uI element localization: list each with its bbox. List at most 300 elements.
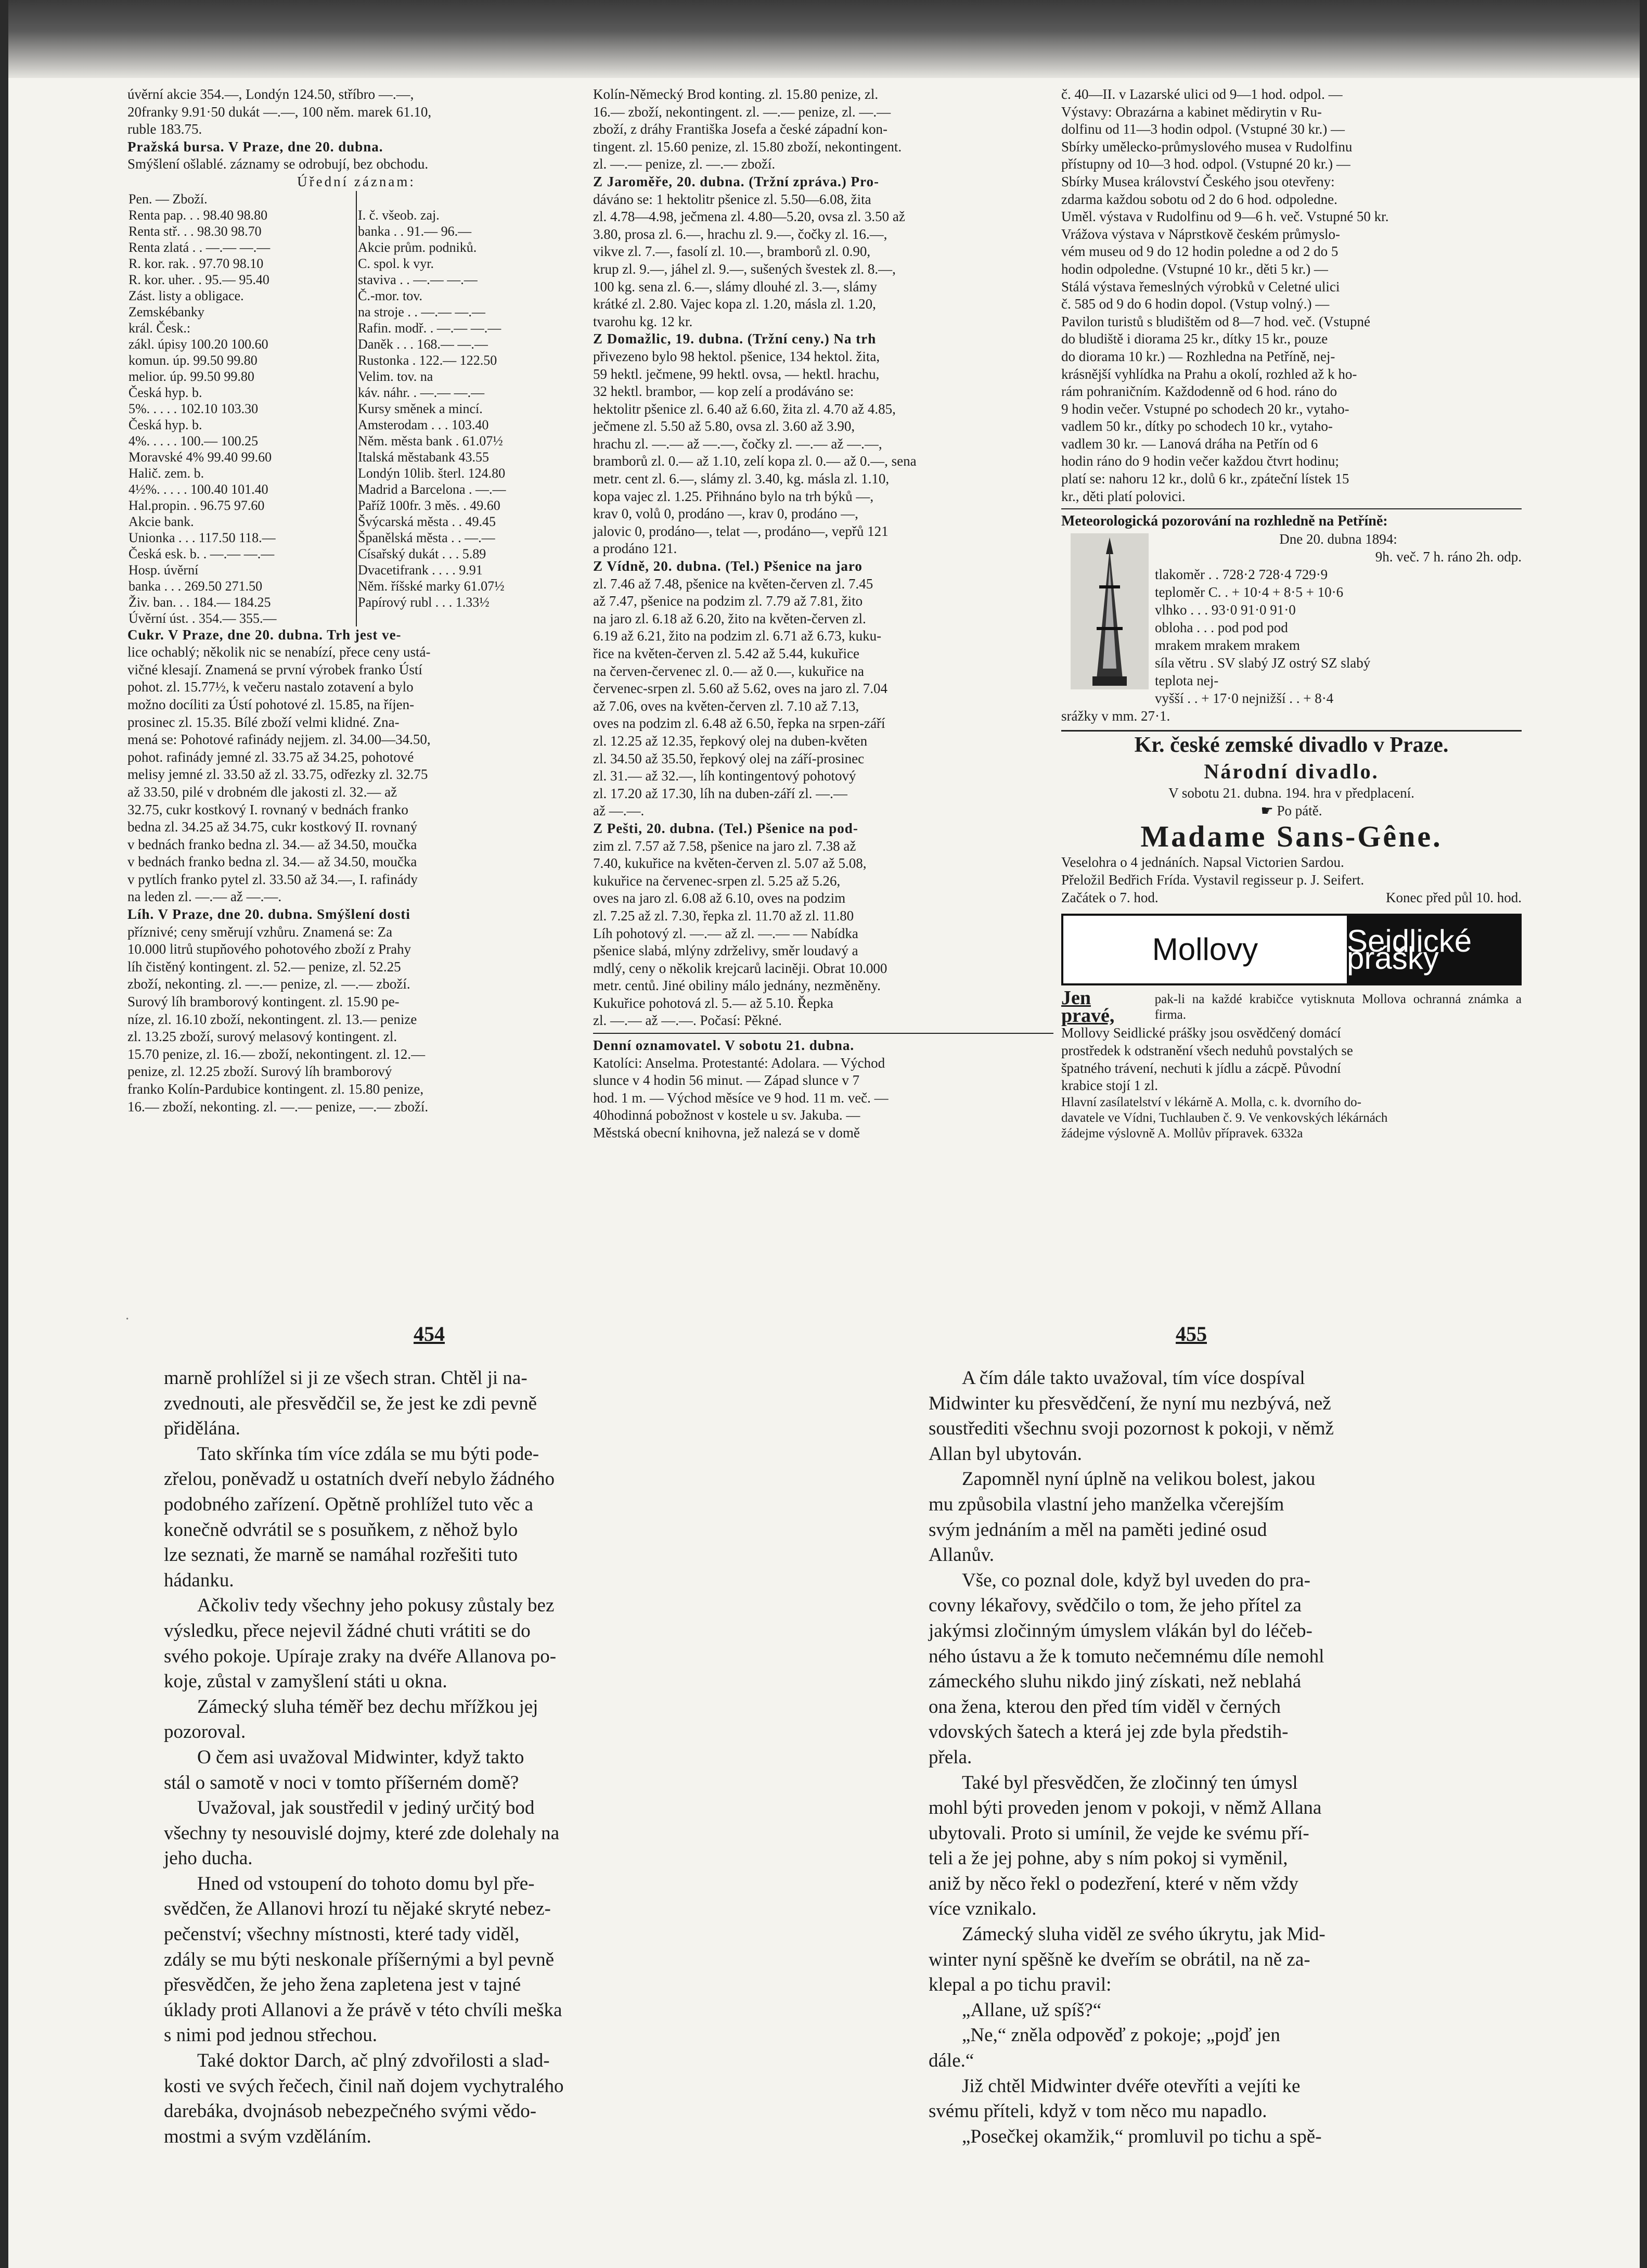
column-line: na leden zl. —.— až —.—. (127, 889, 282, 905)
column-line: Sbírky umělecko-průmyslového musea v Rudolfinu (1061, 138, 1353, 155)
book-line: teli a že jej pohne, aby s ním pokoj si vyměnil, (929, 1848, 1288, 1869)
column-line: 20franky 9.91·50 dukát —.—, 100 něm. marek 61.10, (127, 104, 432, 120)
column-line: č. 40—II. v Lazarské ulici od 9—1 hod. odpol. — (1061, 86, 1343, 102)
quote-cell: Dvacetifrank . . . . 9.91 (356, 562, 585, 578)
column-line: vadlem 30 kr. — Lanová dráha na Petřín od 6 (1061, 435, 1318, 452)
column-line: 7.40, kukuřice na květen-červen zl. 5.07 až 5.08, (593, 855, 867, 872)
theater-times (1061, 889, 1522, 907)
column-line: Vrážova výstava v Náprstkově českém průmyslo- (1061, 226, 1340, 242)
book-line: jeho ducha. (164, 1848, 253, 1869)
column-line: zl. 4.78—4.98, ječmena zl. 4.80—5.20, ovsa zl. 3.50 až (593, 209, 905, 225)
column-line: pohot. zl. 15.77½, k večeru nastalo zotavení a bylo (127, 679, 414, 695)
quote-table (127, 191, 585, 626)
column-line: v pytlích franko pytel zl. 33.50 až 34.—, I. rafinády (127, 871, 418, 887)
quote-cell: banka . . . 269.50 271.50 (128, 578, 263, 594)
theater-desc-1: Veselohra o 4 jednáních. Napsal Victorien Sardou. (1061, 854, 1344, 870)
ad-brand: Mollovy (1152, 932, 1258, 967)
ad-genuine: Jen pravé, (1061, 987, 1115, 1027)
quote-row (127, 562, 585, 578)
quote-cell: Česká esk. b. . —.— —.— (128, 546, 275, 561)
meteo-row: obloha . . . pod pod pod (1155, 620, 1288, 636)
column-line: do bludiště i diorama 25 kr., dítky 15 kr., pouze (1061, 331, 1328, 347)
quote-row (127, 191, 585, 207)
theater-end: Konec před půl 10. hod. (1386, 889, 1522, 905)
quote-cell: Zást. listy a obligace. (128, 288, 244, 303)
column-line: zl. 34.50 až 35.50, řepkový olej na září-prosinec (593, 750, 865, 766)
column-line: přivezeno bylo 98 hektol. pšenice, 134 hektol. žita, (593, 348, 880, 364)
quote-row (127, 417, 585, 433)
book-line: Ačkoliv tedy všechny jeho pokusy zůstaly bez (197, 1595, 555, 1617)
book-line: ubytovali. Proto si umínil, že vejde ke svému pří- (929, 1822, 1309, 1844)
column-line: oves na podzim zl. 6.48 až 6.50, řepka na srpen-září (593, 715, 885, 732)
column-line: č. 585 od 9 do 6 hodin dopol. (Vstup volný.) — (1061, 296, 1330, 312)
quote-cell: Něm. říšské marky 61.07½ (356, 578, 585, 594)
book-line: zdály se mu býti neskonale příšernými a byl pevně (164, 1949, 555, 1970)
quote-cell: C. spol. k vyr. (356, 255, 585, 272)
book-line: Také doktor Darch, ač plný zdvořilosti a slad- (197, 2050, 550, 2072)
quote-cell: Amsterodam . . . 103.40 (356, 417, 585, 433)
quote-row (127, 546, 585, 562)
scan-top-edge (0, 0, 1647, 78)
book-line: zvednouti, ale přesvědčil se, že jest ke zdi pevně (164, 1392, 537, 1414)
column-line: Z Pešti, 20. dubna. (Tel.) Pšenice na pod- (593, 820, 858, 836)
quote-cell: Londýn 10lib. šterl. 124.80 (356, 465, 585, 481)
theater-date: V sobotu 21. dubna. 194. hra v předplacení. (1168, 785, 1414, 801)
book-line: pečenství; všechny místnosti, které tady viděl, (164, 1924, 520, 1945)
column-line: metr. centů. Jiné obiliny málo jednány, nezměněny. (593, 978, 881, 994)
column-line: přístupny od 10—3 hod. odpol. (Vstupné 20 kr.) — (1061, 156, 1350, 172)
column-line: Líh pohotový zl. —.— až zl. —.— — Nabídka (593, 925, 858, 941)
column-line: Cukr. V Praze, dne 20. dubna. Trh jest ve- (127, 626, 402, 643)
column-line: až 33.50, pilé v drobném dle jakosti zl. 32.— až (127, 784, 397, 800)
quote-cell: staviva . . —.— —.— (356, 272, 585, 288)
column-line: pohot. rafinády jemné zl. 33.75 až 34.25, pohotové (127, 749, 414, 765)
book-line: marně prohlížel si ji ze všech stran. Chtěl ji na- (164, 1367, 527, 1389)
quote-cell: Švýcarská města . . 49.45 (356, 514, 585, 530)
scan-right-edge (1640, 0, 1647, 2268)
quote-cell: Kursy směnek a mincí. (356, 401, 585, 417)
column-line: bedna zl. 34.25 až 34.75, cukr kostkový II. rovnaný (127, 819, 418, 835)
column-line: kopa vajec zl. 1.25. Přihnáno bylo na trh býků —, (593, 488, 874, 504)
column-line: řice na květen-červen zl. 5.42 až 5.44, kukuřice (593, 646, 860, 661)
quote-cell: Zemskébanky (128, 304, 204, 319)
column-line: kukuřice na červenec-srpen zl. 5.25 až 5.26, (593, 873, 841, 889)
theater-friday: Po pátě. (1277, 802, 1322, 818)
quote-cell: melior. úp. 99.50 99.80 (128, 368, 254, 384)
column-line: 100 kg. sena zl. 6.—, slámy dlouhé zl. 3.—, slámy (593, 278, 877, 294)
book-line: zřelou, poněvadž u ostatních dveří nebylo žádného (164, 1468, 555, 1490)
pointing-hand-icon: ☛ (1260, 802, 1277, 818)
ad-genuine-small: pak-li na každé krabičce vytisknuta Mollova ochranná známka a firma. (1154, 992, 1522, 1022)
column-line: 10.000 litrů stupňového pohotového zboží z Prahy (127, 941, 411, 957)
column-line: vikve zl. 7.—, fasolí zl. 10.—, bramborů zl. 0.90, (593, 244, 871, 260)
quote-cell: Akcie bank. (128, 514, 194, 529)
column-line: tingent. zl. 15.60 penize, zl. 15.80 zboží, nekontingent. (593, 138, 902, 155)
ad-small-line: davatele ve Vídni, Tuchlauben č. 9. Ve venkovských lékárnách (1061, 1110, 1388, 1125)
column-line: Katolíci: Anselma. Protestanté: Adolara. — Východ (593, 1055, 885, 1071)
quote-row (127, 368, 585, 385)
column-line: ruble 183.75. (127, 121, 202, 137)
column-line: Líh. V Praze, dne 20. dubna. Smýšlení dosti (127, 906, 410, 922)
quote-cell: Španělská města . . —.— (356, 530, 585, 546)
book-line: svým jednáním a měl na paměti jediné osud (929, 1519, 1267, 1541)
book-line: Také byl přesvědčen, že zločinný ten úmysl (962, 1772, 1298, 1793)
book-line: „Ne,“ zněla odpověď z pokoje; „pojď jen (962, 2024, 1280, 2046)
quote-cell: Hosp. úvěrní (128, 562, 199, 578)
column-line: Uměl. výstava v Rudolfinu od 9—6 h. več. Vstupné 50 kr. (1061, 209, 1389, 225)
theater-subtitle: Národní divadlo. (1204, 760, 1379, 784)
book-line: konečně odvrátil se s posuňkem, z něhož bylo (164, 1519, 518, 1541)
divider (593, 1033, 1053, 1034)
column-line: mdlý, ceny o několik krejcarů laciněji. Obrat 10.000 (593, 960, 887, 976)
column-line: Úřední záznam: (297, 173, 416, 189)
meteo-row: vyšší . . + 17·0 nejnižší . . + 8·4 (1155, 690, 1334, 707)
divider (1061, 508, 1522, 509)
announcements-text (1061, 86, 1522, 505)
quote-cell: 5%. . . . . 102.10 103.30 (128, 401, 259, 416)
book-line: „Allane, už spíš?“ (962, 1999, 1102, 2021)
column-line: 32 hektl. brambor, — kop zelí a prodáváno se: (593, 383, 854, 400)
ad-small-print (1061, 1095, 1522, 1142)
book-line: přela. (929, 1746, 972, 1768)
page-number-left: 454 (414, 1322, 445, 1346)
scan-speck: · (125, 1311, 130, 1327)
column-line: až —.—. (593, 803, 645, 819)
meteo-row: vlhko . . . 93·0 91·0 91·0 (1155, 602, 1296, 618)
meteo-row: mrakem mrakem mrakem (1155, 637, 1300, 654)
column-line: mená se: Pohotové rafinády nejjem. zl. 34.00—34.50, (127, 732, 431, 748)
book-line: ona žena, kterou den před tím viděl v černých (929, 1696, 1281, 1718)
column-line: na červen-červenec zl. 0.— až 0.—, kukuřice na (593, 663, 864, 679)
quote-cell: Velim. tov. na (356, 368, 585, 385)
book-line: aniž by něco řekl o podezření, které v něm vždy (929, 1873, 1298, 1894)
book-line: ného ústavu a že k tomuto nečemnému díle nemohl (929, 1645, 1324, 1667)
quote-row (127, 385, 585, 401)
quote-cell: Italská městabank 43.55 (356, 449, 585, 465)
scan-left-edge (0, 0, 8, 2268)
column-line: jalovic 0, prodáno—, telat —, prodáno—, vepřů 121 (593, 523, 889, 539)
column-line: krup zl. 9.—, jáhel zl. 9.—, sušených švestek zl. 8.—, (593, 261, 896, 277)
book-line: stál o samotě v noci v tomto příšerném domě? (164, 1772, 519, 1793)
column-line: platí se: nahoru 12 kr., dolů 6 kr., zpáteční lístek 15 (1061, 471, 1349, 487)
quote-cell: Madrid a Barcelona . —.— (356, 481, 585, 497)
book-line: A čím dále takto uvažoval, tím více dospíval (962, 1367, 1305, 1389)
column-line: zl. 12.25 až 12.35, řepkový olej na duben-květen (593, 733, 868, 749)
book-line: Zámecký sluha téměř bez dechu mřížkou jej (197, 1696, 538, 1718)
column-line: v bednách franko bedna zl. 34.— až 34.50, moučka (127, 836, 417, 852)
column-line: hodin odpoledne. (Vstupné 10 kr., děti 5 kr.) — (1061, 261, 1328, 277)
column-line: zl. 7.25 až zl. 7.30, řepka zl. 11.70 až zl. 11.80 (593, 907, 854, 924)
quote-row (127, 239, 585, 255)
column-line: příznivé; ceny směrují vzhůru. Znamená se: Za (127, 924, 393, 940)
column-line: prosinec zl. 15.35. Bílé zboží velmi klidné. Zna- (127, 714, 400, 730)
column-line: ječmene zl. 5.50 až 5.80, ovsa zl. 3.60 až 3.90, (593, 418, 855, 434)
column-line: dáváno se: 1 hektolitr pšenice zl. 5.50—6.08, žita (593, 191, 871, 207)
quote-cell: Unionka . . . 117.50 118.— (128, 530, 276, 545)
column-line: pšenice slabá, mlýny zdrželivy, směr loudavý a (593, 943, 858, 959)
column-line: Denní oznamovatel. V sobotu 21. dubna. (593, 1037, 855, 1054)
column-line: zdarma každou sobotu od 2 do 6 hod. odpoledne. (1061, 191, 1337, 207)
book-line: Midwinter ku přesvědčení, že nyní mu nezbývá, než (929, 1392, 1331, 1414)
quote-cell (356, 610, 585, 626)
column-line: zboží, z dráhy Františka Josefa a české západní kon- (593, 121, 888, 137)
quote-cell: Česká hyp. b. (128, 385, 202, 400)
quote-row (127, 497, 585, 514)
book-line: Allanův. (929, 1544, 995, 1566)
column-line: metr. cent zl. 6.—, slámy zl. 3.40, kg. másla zl. 1.10, (593, 471, 890, 487)
book-line: přesvědčen, že jeho žena zapletena jest v tajné (164, 1974, 521, 1996)
ad-line: Mollovy Seidlické prášky jsou osvědčený domácí (1061, 1025, 1341, 1041)
book-line: mostmi a svým vzděláním. (164, 2125, 371, 2147)
book-line: koje, zůstal v zamyšlení státi u okna. (164, 1671, 447, 1693)
column-line: 16.— zboží, nekonting. zl. —.— penize, —.— zboží. (127, 1098, 429, 1114)
column-line: 3.80, prosa zl. 6.—, hrachu zl. 9.—, čočky zl. 16.—, (593, 226, 887, 242)
book-line: covny lékařovy, svědčilo o tom, že jeho přítel za (929, 1595, 1302, 1617)
column-line: bramborů zl. 0.— až 1.10, zelí kopa zl. 0.— až 0.—, sena (593, 453, 917, 469)
quote-cell (356, 191, 585, 207)
column-line: 40hodinná pobožnost v kostele u sv. Jakuba. — (593, 1107, 860, 1123)
book-line: zámeckého sluhu nikdo jiný získati, než neblahá (929, 1671, 1302, 1693)
book-line: všechny ty nesouvislé dojmy, které zde dolehaly na (164, 1822, 559, 1844)
quote-row (127, 223, 585, 239)
quote-cell: král. Česk.: (128, 320, 191, 336)
book-line: Hned od vstoupení do tohoto domu byl pře- (197, 1873, 535, 1894)
quote-cell: komun. úp. 99.50 99.80 (128, 352, 258, 368)
quote-cell: Renta pap. . . 98.40 98.80 (128, 207, 268, 223)
column-line: možno docíliti za Ústí pohotové zl. 15.85, na říjen- (127, 696, 415, 712)
quote-cell: Hal.propin. . 96.75 97.60 (128, 497, 265, 513)
quote-cell: I. č. všeob. zaj. (356, 207, 585, 223)
quote-cell: 4%. . . . . 100.— 100.25 (128, 433, 259, 449)
quote-cell: zákl. úpisy 100.20 100.60 (128, 336, 268, 352)
book-line: „Posečkej okamžik,“ promluvil po tichu a spě- (962, 2125, 1322, 2147)
column-line: zl. 17.20 až 17.30, líh na duben-září zl. —.— (593, 785, 847, 801)
book-line: svědčen, že Allanovi hrozí tu nějaké skryté nebez- (164, 1898, 551, 1920)
column-line: Pražská bursa. V Praze, dne 20. dubna. (127, 138, 383, 155)
quote-cell: Renta zlatá . . —.— —.— (128, 239, 271, 255)
column-line: úvěrní akcie 354.—, Londýn 124.50, stříbro —.—, (127, 86, 414, 102)
book-line: mu způsobila vlastní jeho manželka včerejším (929, 1493, 1284, 1515)
column-line: krav 0, volů 0, prodáno —, krav 0, prodáno —, (593, 506, 858, 522)
quote-cell: Č.-mor. tov. (356, 288, 585, 304)
book-line: Uvažoval, jak soustředil v jediný určitý bod (197, 1797, 535, 1819)
ad-product: Seidlické prášky (1347, 916, 1520, 983)
ad-genuine-line (1061, 987, 1522, 1027)
quote-cell: Daněk . . . 168.— —.— (356, 336, 585, 352)
theater-block (1061, 730, 1522, 906)
quote-cell: Papírový rubl . . . 1.33½ (356, 594, 585, 610)
column-line: lice ochablý; několik nic se nenabízí, přece ceny ustá- (127, 644, 431, 660)
column-line: zboží, nekonting. zl. —.— penize, zl. —.— zboží. (127, 976, 410, 992)
column-line: 9 hodin večer. Vstupné po schodech 20 kr., vytaho- (1061, 401, 1349, 417)
meteo-title: Meteorologická pozorování na rozhledně na Petříně: (1061, 513, 1388, 530)
book-line: Zámecký sluha viděl ze svého úkrytu, jak Mid- (962, 1924, 1326, 1945)
column-line: Stálá výstava řemeslných výrobků v Celetné ulici (1061, 278, 1340, 294)
book-line: pozoroval. (164, 1721, 246, 1743)
theater-start: Začátek o 7. hod. (1061, 889, 1159, 905)
column-line: Městská obecní knihovna, jež nalezá se v domě (593, 1125, 860, 1141)
quote-cell: Živ. ban. . . 184.— 184.25 (128, 594, 271, 610)
quote-cell: Něm. města bank . 61.07½ (356, 433, 585, 449)
book-line: darebáka, dvojnásob nebezpečného svými vědo- (164, 2100, 537, 2122)
book-line: svému příteli, když v tom něco mu napadlo. (929, 2100, 1267, 2122)
column-line: na jaro zl. 6.18 až 6.20, žito na květen-červen zl. (593, 610, 866, 626)
column-line: zl. —.— až —.—. Počasí: Pěkné. (593, 1013, 782, 1029)
column-line: níze, zl. 16.10 zboží, nekontingent. zl. 13.— penize (127, 1011, 417, 1027)
quote-cell: R. kor. rak. . 97.70 98.10 (128, 255, 264, 271)
book-line: Vše, co poznal dole, když byl uveden do pra- (962, 1569, 1310, 1591)
ad-line: krabice stojí 1 zl. (1061, 1078, 1158, 1094)
column-line: penize, zl. 12.25 zboží. Surový líh bramborový (127, 1063, 392, 1080)
ad-body (1061, 1024, 1522, 1094)
book-line: klepal a po tichu pravil: (929, 1974, 1112, 1996)
book-line: více vznikalo. (929, 1898, 1037, 1920)
book-line: kosti ve svých řečech, činil naň dojem vychytralého (164, 2075, 564, 2097)
book-line: lze seznati, že marně se namáhal rozřešiti tuto (164, 1544, 518, 1566)
book-line: Allan byl ubytován. (929, 1443, 1082, 1465)
ad-line: prostředek k odstranění všech neduhů povstalých se (1061, 1043, 1353, 1058)
column-line: Sbírky Musea království Českého jsou otevřeny: (1061, 173, 1335, 189)
column-line: franko Kolín-Pardubice kontingent. zl. 15.80 penize, (127, 1081, 424, 1097)
column-line: Z Domažlic, 19. dubna. (Tržní ceny.) Na trh (593, 331, 877, 347)
column-line: líh čistěný kontingent. zl. 52.— penize, zl. 52.25 (127, 958, 401, 975)
ad-small-line: Hlavní zasílatelství v lékárně A. Molla, c. k. dvorního do- (1061, 1095, 1361, 1109)
column-line: dolfinu od 11—3 hodin odpol. (Vstupné 30 kr.) — (1061, 121, 1345, 137)
column-line: zl. 31.— až 32.—, líh kontingentový pohotový (593, 768, 856, 784)
book-line: mohl býti proveden jenom v pokoji, v němž Allana (929, 1797, 1322, 1819)
column-line: vičné klesají. Znamená se první výrobek franko Ústí (127, 661, 422, 677)
column-line: 16.— zboží, nekontingent. zl. —.— penize, zl. —.— (593, 104, 891, 120)
column-line: hod. 1 m. — Východ měsíce ve 9 hod. 11 m. več. — (593, 1090, 889, 1106)
book-line: přidělána. (164, 1418, 240, 1440)
book-line: hádanku. (164, 1569, 234, 1591)
column-line: Z Vídně, 20. dubna. (Tel.) Pšenice na jaro (593, 558, 863, 574)
ad-line: špatného trávení, nechuti k jídlu a zácpě. Původní (1061, 1060, 1341, 1076)
column-line: zl. 13.25 zboží, surový melasový kontingent. zl. (127, 1029, 397, 1045)
book-line: Tato skřínka tím více zdála se mu býti pode- (197, 1443, 539, 1465)
meteo-row: srážky v mm. 27·1. (1061, 708, 1170, 724)
column-line: hektolitr pšenice zl. 6.40 až 6.60, žita zl. 4.70 až 4.85, (593, 401, 896, 417)
meteo-header: 9h. več. 7 h. ráno 2h. odp. (1375, 549, 1522, 565)
quote-cell: Halič. zem. b. (128, 465, 204, 481)
quote-row (127, 304, 585, 320)
quote-row (127, 288, 585, 304)
column-line: v bednách franko bedna zl. 34.— až 34.50, moučka (127, 854, 417, 870)
book-page-right (929, 1366, 1472, 2149)
theater-desc-2: Přeložil Bedřich Frída. Vystavil regisseur p. J. Seifert. (1061, 872, 1365, 888)
book-line: svého pokoje. Upíraje zraky na dvéře Allanova po- (164, 1645, 557, 1667)
quote-cell: Paříž 100fr. 3 měs. . 49.60 (356, 497, 585, 514)
quote-row (127, 272, 585, 288)
quote-cell: na stroje . . —.— —.— (356, 304, 585, 320)
column-line: Smýšlení ošlablé. záznamy se odrobují, bez obchodu. (127, 156, 429, 172)
quote-cell: Pen. — Zboží. (128, 191, 208, 207)
quote-cell: Rafin. modř. . —.— —.— (356, 320, 585, 336)
column-line: zl. —.— penize, zl. —.— zboží. (593, 156, 776, 172)
column-line: melisy jemné zl. 33.50 až zl. 33.75, odřezky zl. 32.75 (127, 766, 428, 783)
book-line: Již chtěl Midwinter dvéře otevříti a vejíti ke (962, 2075, 1301, 2097)
quote-row (127, 255, 585, 272)
column-line: Kolín-Německý Brod konting. zl. 15.80 penize, zl. (593, 86, 879, 102)
quote-row (127, 320, 585, 336)
column-line: krásnější vyhlídka na Prahu a okolí, rozhled až k ho- (1061, 366, 1357, 382)
meteo-row: tlakoměr . . 728·2 728·4 729·9 (1155, 567, 1328, 583)
quote-row (127, 578, 585, 594)
page-number-right: 455 (1176, 1322, 1207, 1346)
quote-cell: Renta stř. . . 98.30 98.70 (128, 223, 262, 239)
book-line: soustřediti všechnu svoji pozornost k pokoji, v němž (929, 1418, 1334, 1440)
book-page-left (164, 1366, 707, 2149)
theater-play: Madame Sans-Gêne. (1140, 819, 1443, 854)
theater-title: Kr. české zemské divadlo v Praze. (1061, 730, 1522, 759)
column-line: Kukuřice pohotová zl. 5.— až 5.10. Řepka (593, 995, 833, 1011)
column-line: zim zl. 7.57 až 7.58, pšenice na jaro zl. 7.38 až (593, 838, 856, 854)
column-line: slunce v 4 hodin 56 minut. — Západ slunce v 7 (593, 1072, 860, 1088)
quote-row (127, 401, 585, 417)
column-line: Výstavy: Obrazárna a kabinet mědirytin v Ru- (1061, 104, 1322, 120)
quote-row (127, 481, 585, 497)
column-line: hodin ráno do 9 hodin večer každou čtvrt hodinu; (1061, 453, 1339, 469)
column-line: Z Jaroměře, 20. dubna. (Tržní zpráva.) Pro- (593, 173, 879, 189)
quote-cell: Akcie prům. podniků. (356, 239, 585, 255)
column-line: krátké zl. 2.80. Vajec kopa zl. 1.20, másla zl. 1.20, (593, 296, 876, 312)
quote-row (127, 433, 585, 449)
column-line: červenec-srpen zl. 5.60 až 5.62, oves na jaro zl. 7.04 (593, 681, 888, 697)
petrin-tower-icon (1071, 533, 1149, 689)
column-line: hrachu zl. —.— až —.—, čočky zl. —.— až —.—, (593, 435, 882, 452)
column-line: 15.70 penize, zl. 16.— zboží, nekontingent. zl. 12.— (127, 1046, 426, 1062)
book-line: jakýmsi zločinným úmyslem vlákán byl do léčeb- (929, 1620, 1313, 1642)
quote-cell: Úvěrní úst. . 354.— 355.— (128, 610, 277, 626)
advertisement-box (1061, 914, 1522, 985)
theater-friday-line (1061, 802, 1522, 820)
quote-row (127, 207, 585, 223)
quote-cell: Moravské 4% 99.40 99.60 (128, 449, 272, 465)
quote-row (127, 449, 585, 465)
quote-row (127, 352, 585, 368)
quote-cell: Rustonka . 122.— 122.50 (356, 352, 585, 368)
column-line: rám pohraničním. Každodenně od 6 hod. ráno do (1061, 383, 1337, 400)
column-line: vadlem 50 kr., dítky po schodech 10 kr., vytaho- (1061, 418, 1333, 434)
column-line: oves na jaro zl. 6.08 až 6.10, oves na podzim (593, 890, 846, 906)
quote-row (127, 594, 585, 610)
newspaper-column-2 (593, 86, 1053, 1168)
book-line: vdovských šatech a která jej zde byla předstih- (929, 1721, 1289, 1743)
column-line: do diorama 10 kr.) — Rozhledna na Petříně, nej- (1061, 348, 1335, 364)
quote-cell: R. kor. uher. . 95.— 95.40 (128, 272, 269, 287)
quote-row (127, 530, 585, 546)
meteo-row: teplota nej- (1155, 673, 1219, 689)
quote-row (127, 514, 585, 530)
book-line: dále.“ (929, 2050, 974, 2072)
column-line: vém museu od 9 do 12 hodin poledne a od 2 do 5 (1061, 244, 1339, 260)
column-line: až 7.06, oves na květen-červen zl. 7.10 až 7.13, (593, 698, 859, 714)
quote-row (127, 465, 585, 481)
column-line: 32.75, cukr kostkový I. rovnaný v bednách franko (127, 801, 408, 817)
quote-row (127, 610, 585, 626)
book-line: s nimi pod jednou střechou. (164, 2024, 378, 2046)
newspaper-column-1 (127, 86, 585, 1215)
column-line: tvarohu kg. 12 kr. (593, 313, 693, 329)
quote-cell: Císařský dukát . . . 5.89 (356, 546, 585, 562)
meteo-block (1061, 512, 1522, 725)
book-line: O čem asi uvažoval Midwinter, když takto (197, 1746, 524, 1768)
quote-cell: 4½%. . . . . 100.40 101.40 (128, 481, 268, 497)
book-line: winter nyní spěšně ke dveřím se obrátil, na ně za- (929, 1949, 1310, 1970)
column-line: Pavilon turistů s bludištěm od 8—7 hod. več. (Vstupné (1061, 313, 1370, 329)
quote-row (127, 336, 585, 352)
book-line: Zapomněl nyní úplně na velikou bolest, jakou (962, 1468, 1316, 1490)
